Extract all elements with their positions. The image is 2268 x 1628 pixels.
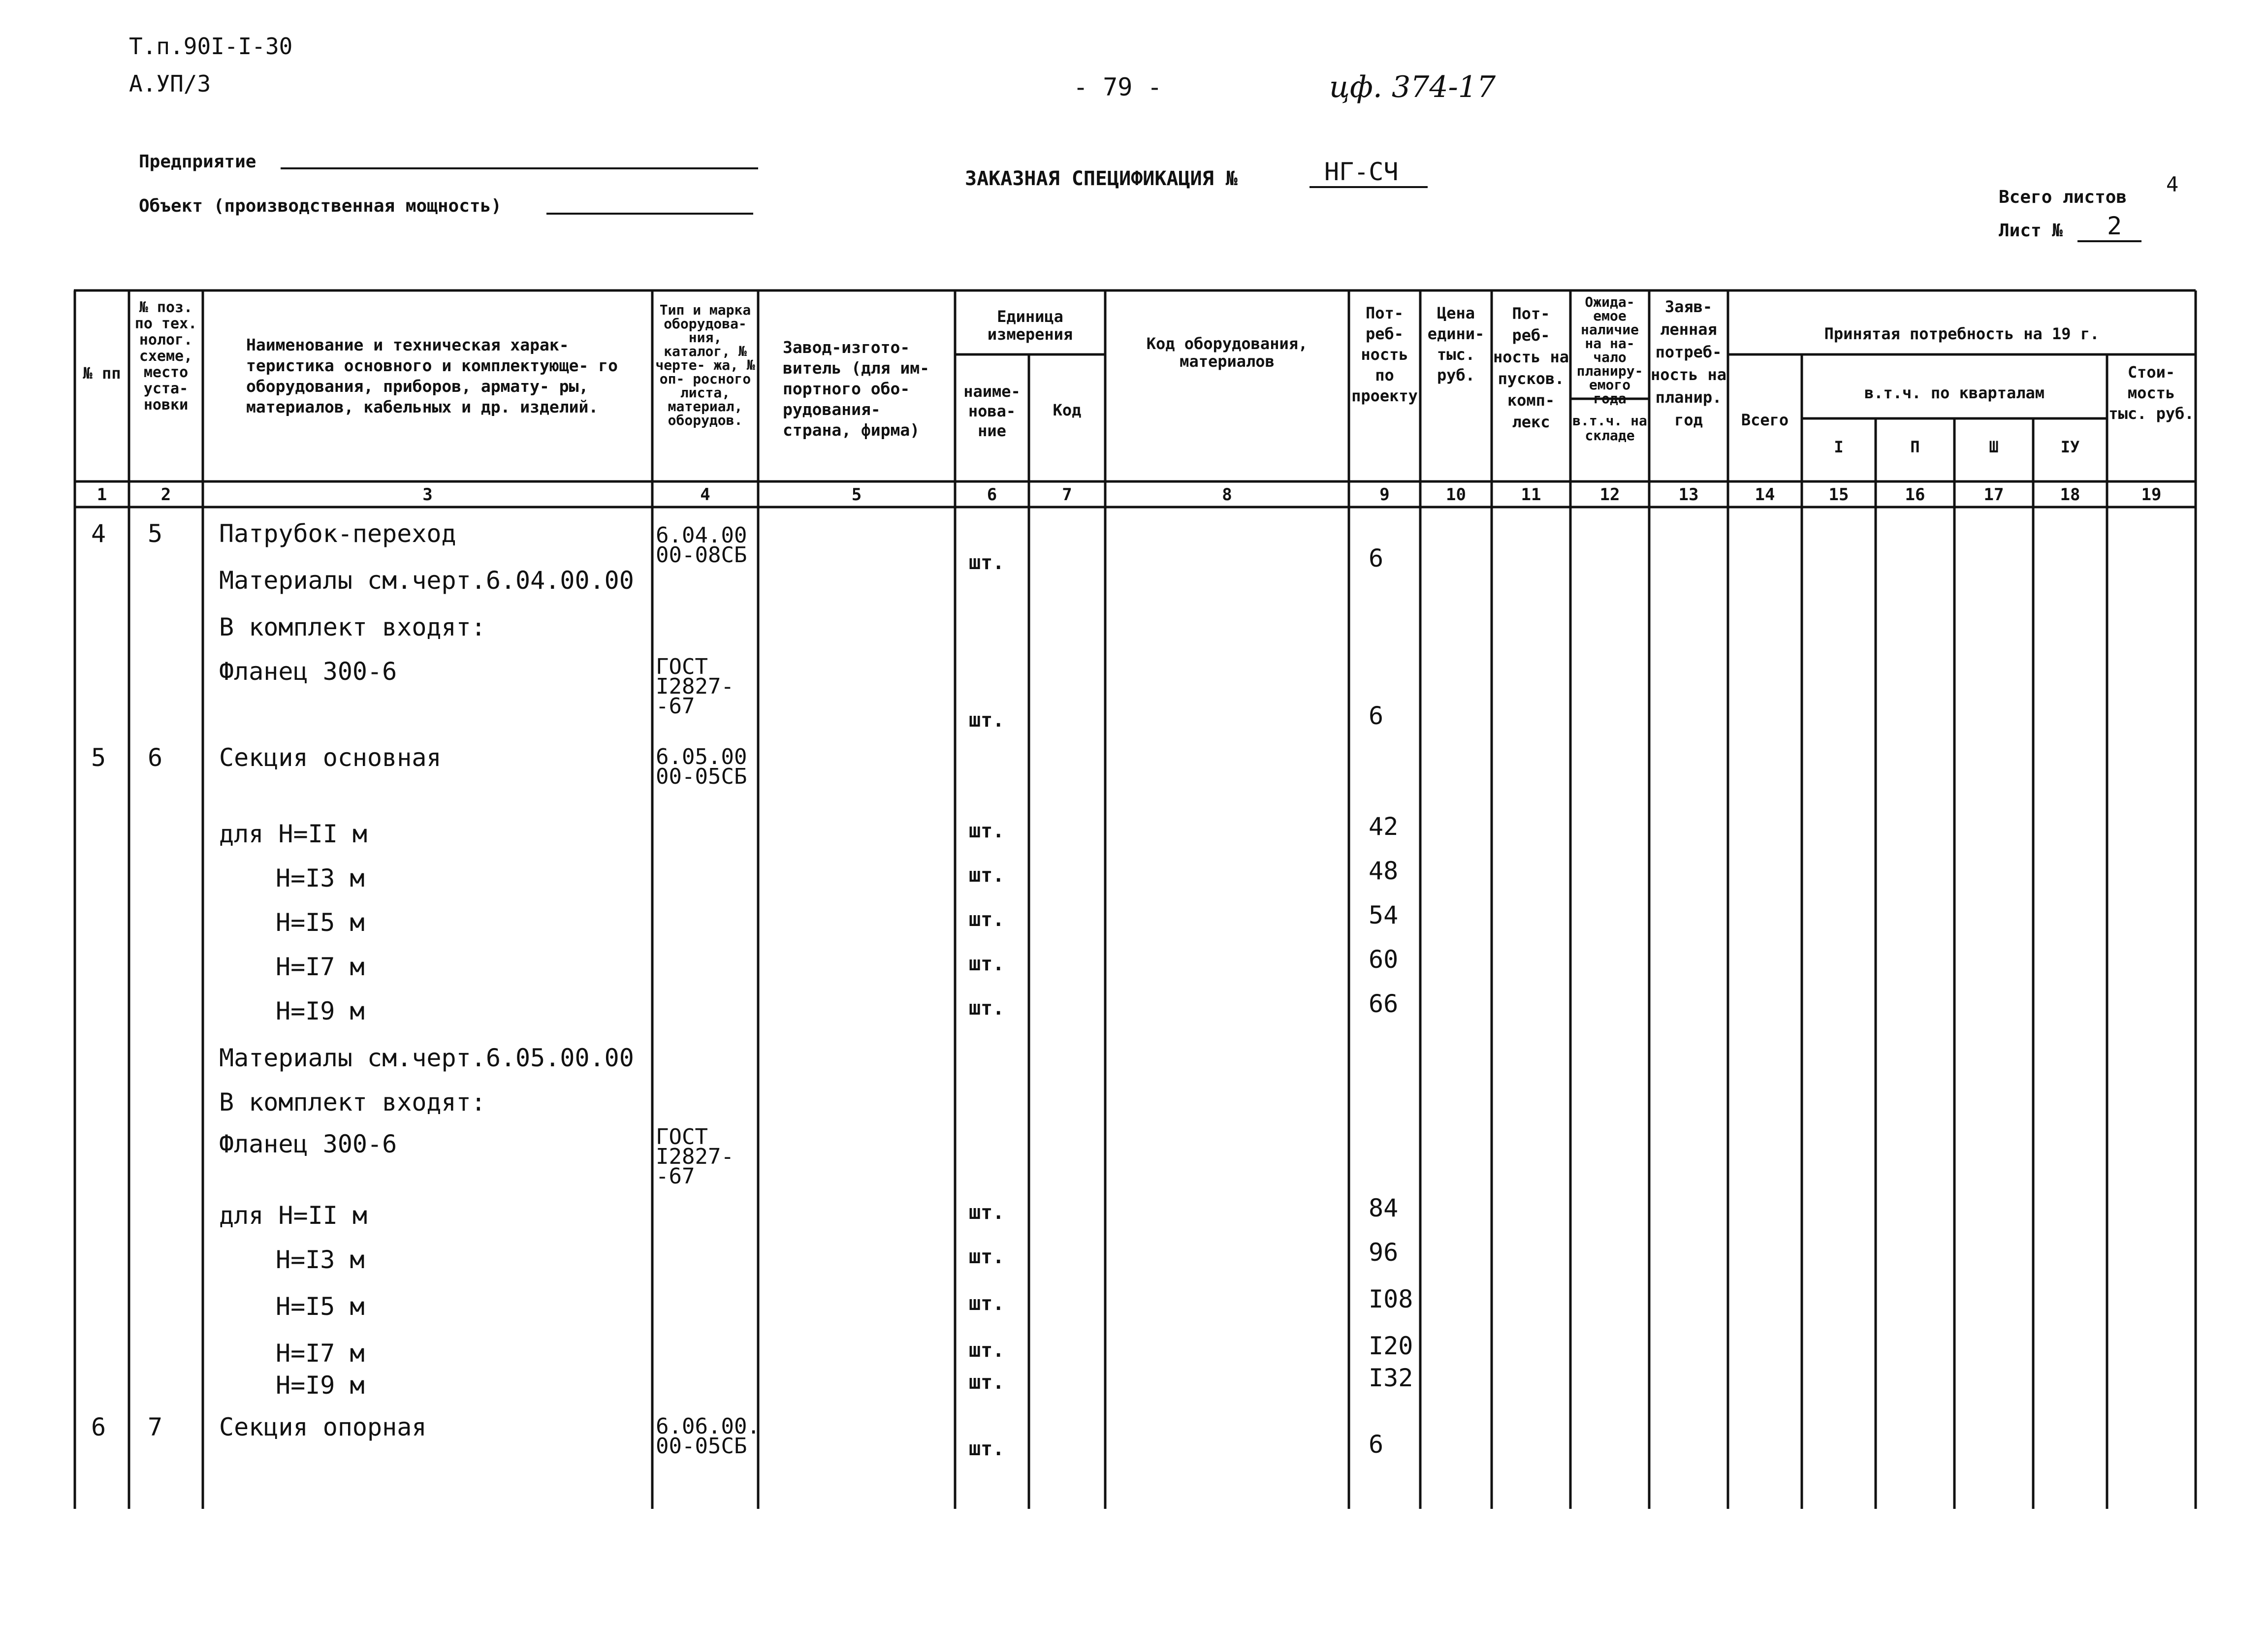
row-quantity: I32 [1369,1364,1413,1392]
row-name: Н=I9 м [276,1371,365,1400]
col7-header: Код [1053,401,1082,419]
col2-header: № поз. по тех. нолог. схеме, место уста- новки [134,299,197,414]
spec-number: НГ-СЧ [1324,158,1399,186]
col10-header: Цена едини- тыс. руб. [1427,304,1485,384]
row-name: Н=I5 м [276,908,365,937]
quarters-group-header: в.т.ч. по кварталам [1864,383,2045,402]
row-quantity: 6 [1369,702,1384,730]
row-name: Н=I7 м [276,953,365,981]
col1-header: № пп [83,364,121,383]
colnum-9: 9 [1379,485,1390,505]
row-name: Н=I3 м [276,864,365,893]
sheet-label: Лист № [1999,221,2063,241]
colnum-11: 11 [1521,485,1541,505]
row-quantity: 66 [1369,990,1399,1018]
col14-header: Всего [1741,411,1789,429]
row-name: для Н=II м [219,1201,368,1230]
row-type-mark: 6.05.00 00-05СБ [656,744,747,789]
row-type-mark: 6.06.00. 00-05СБ [656,1414,760,1459]
handwritten-code: цф. 374-17 [1329,70,1496,104]
colnum-2: 2 [160,485,171,505]
col13-header: Заяв- ленная потреб- ность на планир. год [1650,297,1727,429]
object-label: Объект (производственная мощность) [139,196,502,216]
accepted-group-header: Принятая потребность на 19 г. [1824,324,2100,343]
colnum-16: 16 [1905,485,1925,505]
row-unit: шт. [969,997,1005,1020]
row-unit: шт. [969,1437,1005,1460]
colnum-13: 13 [1678,485,1699,505]
row-unit: шт. [969,1245,1005,1268]
spec-number-line [1310,186,1428,188]
colnum-1: 1 [96,485,107,505]
row-unit: шт. [969,551,1005,574]
row-unit: шт. [969,953,1005,975]
row-name: Н=I3 м [276,1245,365,1274]
row-name: Н=I9 м [276,997,365,1025]
row-name: Секция основная [219,743,442,772]
col12-bottom-header: в.т.ч. на складе [1572,413,1647,444]
row-quantity: 96 [1369,1238,1399,1267]
row-name: Н=I5 м [276,1292,365,1321]
col18-header: IУ [2060,438,2080,456]
enterprise-label: Предприятие [139,152,256,172]
colnum-5: 5 [851,485,862,505]
row-unit: шт. [969,709,1005,732]
enterprise-field-line [281,167,758,169]
row-quantity: 42 [1369,812,1399,841]
row-quantity: 6 [1369,1430,1384,1459]
col19-header: Стои- мость тыс. руб. [2108,363,2194,423]
row-position: 7 [148,1413,163,1441]
row-quantity: I20 [1369,1332,1413,1360]
row-name: Секция опорная [219,1413,427,1441]
col3-header: Наименование и техническая харак- теристика основного и комплектующе- го оборудования, приборов, армату- ры, материалов, кабельных и др. изделий. [246,335,618,416]
row-pp-number: 5 [91,743,106,772]
colnum-18: 18 [2060,485,2080,505]
row-name: Н=I7 м [276,1339,365,1368]
row-name: Патрубок-переход [219,519,456,548]
colnum-12: 12 [1599,485,1620,505]
colnum-8: 8 [1222,485,1232,505]
colnum-7: 7 [1062,485,1072,505]
row-name: Фланец 300-6 [219,1130,397,1158]
object-field-line [546,213,753,215]
row-position: 5 [148,519,163,548]
row-unit: шт. [969,1339,1005,1362]
col11-header: Пот- реб- ность на пусков. комп- лекс [1493,304,1569,431]
row-name: В комплект входят: [219,1088,486,1117]
row-quantity: 60 [1369,945,1399,974]
colnum-3: 3 [422,485,433,505]
colnum-14: 14 [1755,485,1775,505]
row-unit: шт. [969,820,1005,842]
sheet-value: 2 [2107,212,2122,240]
colnum-6: 6 [987,485,997,505]
row-name: Материалы см.черт.6.05.00.00 [219,1044,634,1072]
col17-header: Ш [1989,438,1999,456]
row-quantity: 48 [1369,857,1399,885]
row-type-mark: ГОСТ I2827- -67 [656,1124,734,1189]
colnum-15: 15 [1828,485,1849,505]
row-quantity: I08 [1369,1285,1413,1313]
col15-header: I [1834,438,1844,456]
row-quantity: 84 [1369,1194,1399,1222]
spec-title: ЗАКАЗНАЯ СПЕЦИФИКАЦИЯ № [965,167,1238,190]
doc-ref-code: Т.п.90I-I-30 [129,33,293,60]
col6-header: наиме- нова- ние [963,382,1021,440]
colnum-4: 4 [700,485,710,505]
row-name: для Н=II м [219,820,368,848]
col12-top-header: Ожида- емое наличие на на- чало планиру- емого года [1576,294,1643,407]
row-name: Фланец 300-6 [219,657,397,686]
page-number: - 79 - [1073,73,1162,101]
row-type-mark: ГОСТ I2827- -67 [656,654,734,719]
row-name: Материалы см.черт.6.04.00.00 [219,566,634,595]
col9-header: Пот- реб- ность по проекту [1351,304,1418,405]
row-type-mark: 6.04.00 00-08СБ [656,523,747,568]
colnum-10: 10 [1446,485,1466,505]
col5-header: Завод-изгото- витель (для им- портного обо- рудования- страна, фирма) [783,338,930,440]
sheet-value-line [2077,240,2141,242]
row-unit: шт. [969,1292,1005,1315]
row-pp-number: 6 [91,1413,106,1441]
row-pp-number: 4 [91,519,106,548]
album-code: А.УП/3 [129,70,211,97]
colnum-17: 17 [1983,485,2004,505]
col16-header: П [1910,438,1920,456]
row-unit: шт. [969,1371,1005,1394]
row-quantity: 6 [1369,544,1384,573]
row-unit: шт. [969,908,1005,931]
total-sheets-value: 4 [2166,172,2179,196]
colnum-19: 19 [2141,485,2162,505]
units-group-header: Единица измерения [987,307,1073,344]
row-quantity: 54 [1369,901,1399,929]
total-sheets-label: Всего листов [1999,187,2127,207]
col8-header: Код оборудования, материалов [1146,334,1308,371]
col4-header: Тип и марка оборудова- ния, каталог, № черте- жа, № оп- росного листа, материал, оборудов. [655,302,755,428]
row-name: В комплект входят: [219,613,486,641]
row-unit: шт. [969,1201,1005,1224]
row-position: 6 [148,743,163,772]
row-unit: шт. [969,864,1005,887]
